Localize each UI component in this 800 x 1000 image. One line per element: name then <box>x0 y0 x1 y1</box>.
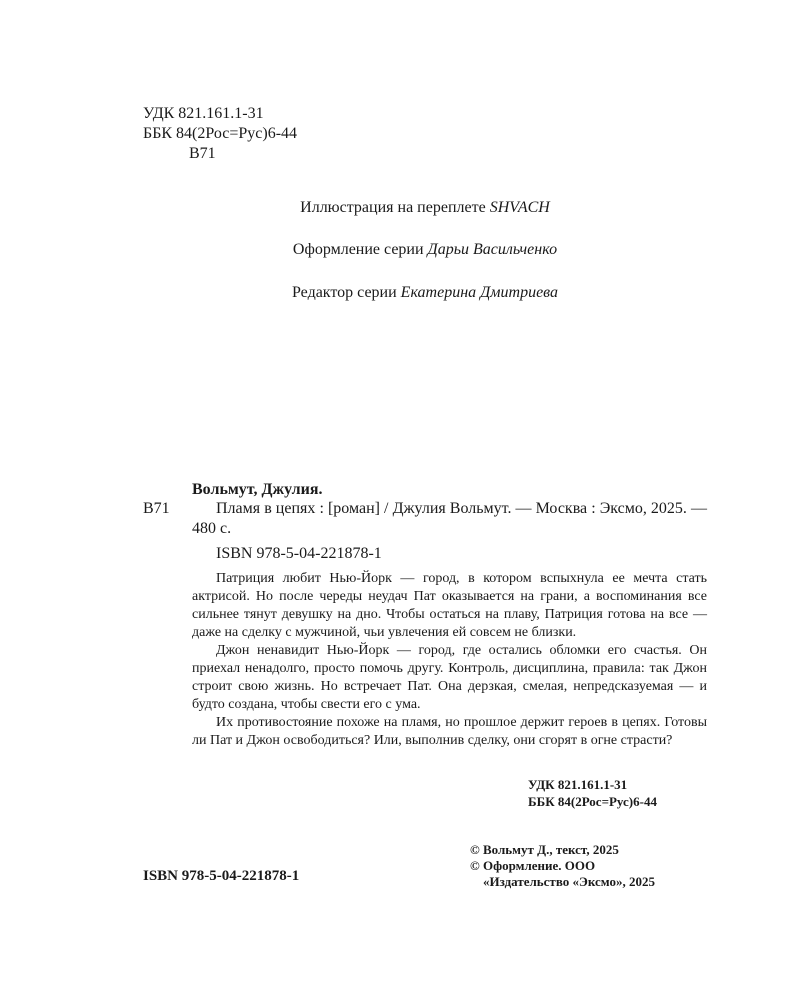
annotation-paragraph: Их противостояние похоже на пламя, но прошлое держит героев в цепях. Готовы ли Пат и Джон освободиться? Или, выполнив сделку, они сгорят в огне страсти? <box>192 715 707 748</box>
isbn-bib: ISBN 978-5-04-221878-1 <box>216 545 382 562</box>
series-editor-credit <box>0 284 800 302</box>
copyright-text: © Вольмут Д., текст, 2025 <box>470 842 619 857</box>
series-design-credit <box>0 241 800 259</box>
author-sign: В71 <box>189 145 216 162</box>
credit-label: Иллюстрация на переплете <box>300 199 490 216</box>
copyright-block <box>470 842 655 890</box>
annotation <box>192 570 707 750</box>
udk-code: УДК 821.161.1-31 <box>143 105 264 122</box>
credit-label: Редактор серии <box>291 284 401 301</box>
classification-codes-top <box>143 104 297 164</box>
udk-code: УДК 821.161.1-31 <box>528 777 628 792</box>
credit-label: Оформление серии <box>292 241 428 258</box>
isbn-bottom: ISBN 978-5-04-221878-1 <box>143 868 300 884</box>
classification-codes-bottom <box>528 776 657 810</box>
annotation-paragraph: Джон ненавидит Нью-Йорк — город, где остались обломки его счастья. Он приехал ненадолго, просто помочь другу. Контроль, дисциплина, правила: так Джон строит свою жизнь. Но встречает Пат. Она дерзкая, смелая, непредсказуемая — и будто создана, чтобы свести его с ума. <box>192 643 707 712</box>
book-author: Вольмут, Джулия. <box>192 481 323 498</box>
annotation-paragraph: Патриция любит Нью-Йорк — город, в котором вспыхнула ее мечта стать актрисой. Но после череды неудач Пат оказывается на грани, а воспоминания все сильнее тянут девушку на дно. Чтобы остаться на плаву, Патриция готова на все — даже на сделку с мужчиной, чьи увлечения ей совсем не близки. <box>192 571 707 640</box>
credit-name: Дарьи Васильченко <box>427 241 558 258</box>
bbk-code: ББК 84(2Рос=Рус)6-44 <box>143 125 298 142</box>
copyright-publisher: «Издательство «Эксмо», 2025 <box>483 874 655 889</box>
credit-name: Екатерина Дмитриева <box>400 284 559 301</box>
bibliographic-title: Пламя в цепях : [роман] / Джулия Вольмут. — Москва : Эксмо, 2025. — 480 с. <box>192 500 707 537</box>
copyright-design: © Оформление. ООО <box>470 858 596 873</box>
author-sign-bib: В71 <box>143 500 170 517</box>
illustration-credit <box>0 199 800 217</box>
bbk-code: ББК 84(2Рос=Рус)6-44 <box>528 794 657 809</box>
credit-name: SHVACH <box>489 199 550 216</box>
